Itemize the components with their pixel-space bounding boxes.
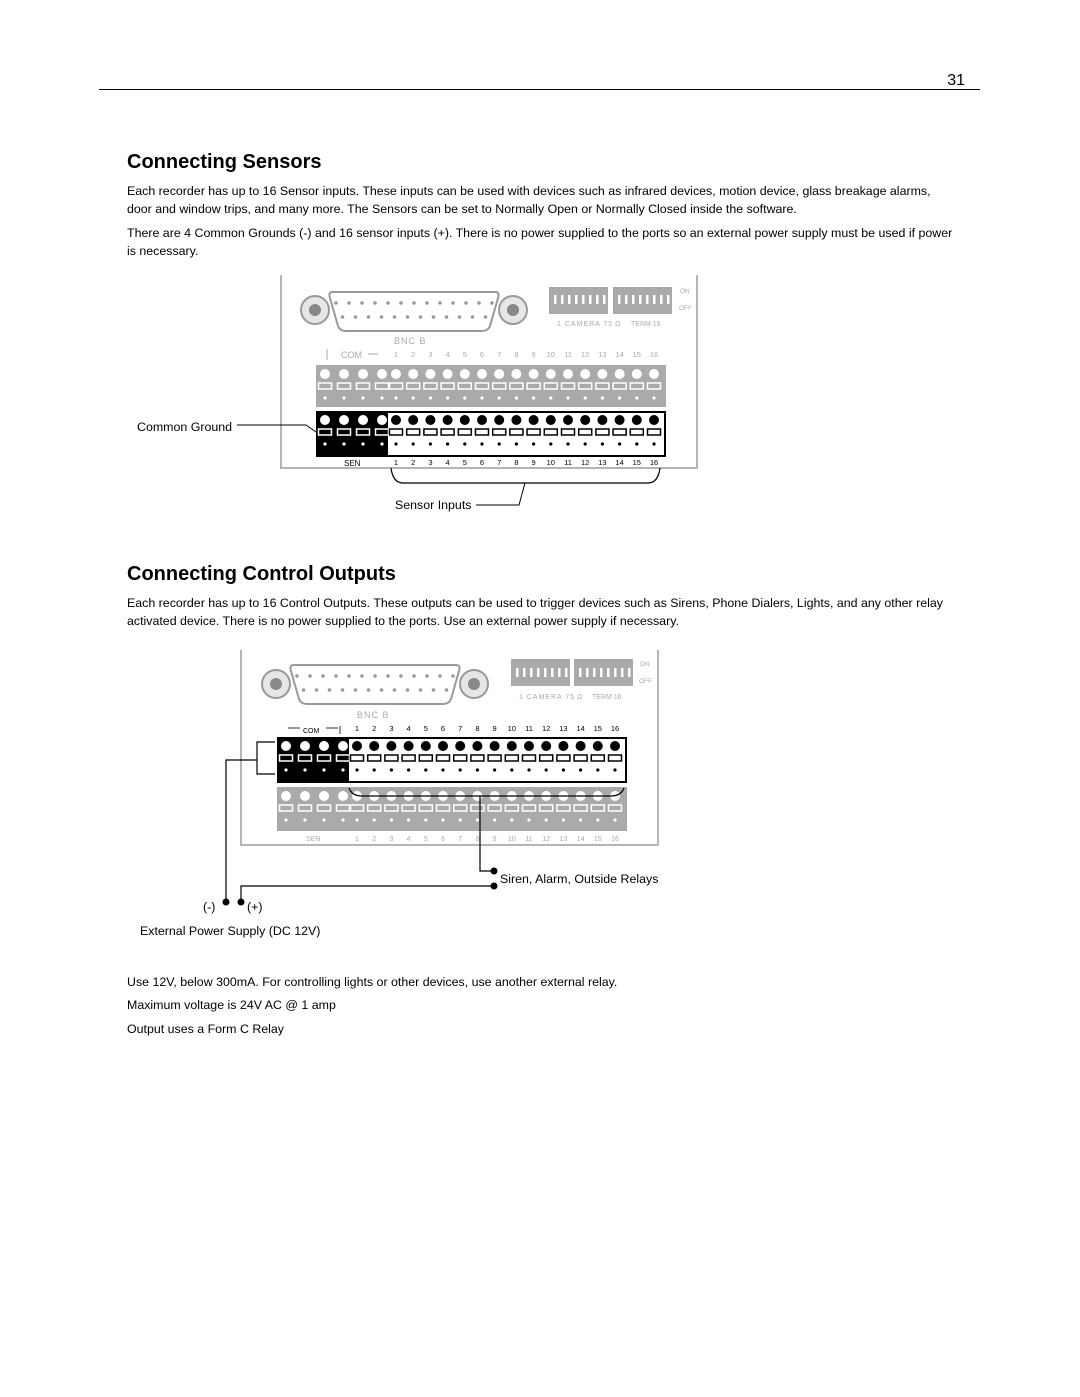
dip-toggle: [537, 668, 540, 677]
port-number: 4: [406, 724, 411, 733]
dip-off-label: OFF: [639, 678, 652, 685]
bnc-label: BNC B: [394, 336, 427, 346]
db25-pin: [419, 688, 423, 692]
db25-pin: [432, 688, 436, 692]
port-number: 2: [372, 724, 377, 733]
terminal-screw: [576, 741, 586, 751]
terminal-clamp: [609, 805, 622, 811]
terminal-clamp: [351, 755, 364, 761]
port-number: 7: [458, 836, 463, 843]
port-number: 5: [462, 458, 467, 467]
terminal-clamp: [437, 805, 450, 811]
dip-toggle: [565, 668, 568, 677]
sensors-paragraph-1: Each recorder has up to 16 Sensor inputs. These inputs can be used with devices such as infrared devices, motion device, glass breakage alarms, door and window trips, and many more. The Sensors can be set to Normally Open or Normally Closed inside the software.: [127, 184, 931, 216]
port-number: 5: [462, 350, 467, 359]
terminal-screw: [541, 741, 551, 751]
terminal-clamp: [419, 755, 432, 761]
terminal-hole: [355, 768, 358, 771]
port-number: 4: [445, 350, 450, 359]
terminal-screw: [558, 741, 568, 751]
sen-label: SEN: [344, 459, 361, 468]
terminal-hole: [562, 768, 565, 771]
terminal-clamp: [523, 805, 536, 811]
port-number: 6: [479, 458, 485, 467]
terminal-hole: [355, 818, 358, 821]
relay-terminal-a: [491, 868, 498, 875]
dip-toggle: [593, 668, 596, 677]
port-number: 3: [428, 350, 433, 359]
dip-toggle: [516, 668, 519, 677]
dip-on-label: ON: [640, 661, 650, 668]
terminal-hole: [373, 818, 376, 821]
terminal-screw: [300, 791, 310, 801]
relay-terminal-b: [491, 883, 498, 890]
port-number: 13: [559, 724, 568, 733]
section-title-outputs: Connecting Control Outputs: [127, 563, 396, 585]
port-number: 7: [497, 350, 502, 359]
dip-toggle: [586, 668, 589, 677]
terminal-hole: [562, 818, 565, 821]
port-number: 8: [514, 458, 519, 467]
terminal-clamp: [368, 805, 381, 811]
terminal-clamp: [351, 805, 364, 811]
terminal-hole: [596, 818, 599, 821]
port-number: 10: [546, 458, 555, 467]
terminal-hole: [441, 768, 444, 771]
com-bracket: [257, 742, 275, 774]
dip-switch-camera: [511, 659, 570, 686]
terminal-hole: [322, 768, 325, 771]
port-number: 12: [542, 724, 551, 733]
camera-label: 1 CAMERA 75: [519, 694, 576, 701]
terminal-hole: [527, 818, 530, 821]
terminal-clamp: [471, 755, 484, 761]
terminal-hole: [545, 818, 548, 821]
terminal-clamp: [523, 755, 536, 761]
com-label: COM: [341, 350, 362, 360]
port-number: 7: [497, 458, 502, 467]
port-number: 3: [389, 836, 394, 843]
port-number-labels: [355, 724, 619, 733]
port-number: 3: [389, 724, 394, 733]
db25-pin: [451, 674, 455, 678]
dip-toggle: [558, 668, 561, 677]
term-label: TERM 16: [592, 694, 622, 701]
db25-pin: [386, 674, 390, 678]
port-number: 8: [475, 836, 480, 843]
terminal-screw: [507, 741, 517, 751]
dip-toggle: [530, 668, 533, 677]
terminal-hole: [613, 768, 616, 771]
terminal-screw: [338, 791, 348, 801]
dip-toggle: [551, 668, 554, 677]
port-number: 2: [372, 836, 377, 843]
terminal-hole: [510, 818, 513, 821]
port-number: 15: [632, 350, 641, 359]
db25-pin: [445, 688, 449, 692]
port-number: 15: [593, 836, 602, 843]
terminal-clamp: [280, 755, 293, 761]
terminal-clamp: [471, 805, 484, 811]
port-number: 2: [411, 350, 416, 359]
dip-toggle: [614, 668, 617, 677]
terminal-clamp: [488, 755, 501, 761]
port-number: 16: [611, 836, 619, 843]
terminal-clamp: [299, 755, 312, 761]
terminal-hole: [424, 768, 427, 771]
terminal-screw: [319, 741, 329, 751]
term-label: TERM 16: [631, 321, 661, 328]
terminal-hole: [303, 768, 306, 771]
terminal-screw: [490, 741, 500, 751]
db25-pin: [360, 674, 364, 678]
terminal-clamp: [402, 805, 415, 811]
db25-pin: [393, 688, 397, 692]
note-form-c-relay: Output uses a Form C Relay: [127, 1022, 285, 1036]
db25-pin: [367, 688, 371, 692]
db25-pin: [412, 674, 416, 678]
terminal-screw: [472, 741, 482, 751]
terminal-hole: [390, 768, 393, 771]
db25-pin: [354, 688, 358, 692]
db25-pin: [302, 688, 306, 692]
terminal-screw: [421, 741, 431, 751]
db25-pin: [425, 674, 429, 678]
db25-shell: [290, 665, 459, 704]
relays-label: Siren, Alarm, Outside Relays: [500, 872, 659, 886]
port-number: 16: [610, 724, 620, 733]
terminal-hole: [596, 768, 599, 771]
power-plus-label: (+): [247, 900, 263, 914]
port-number: 10: [507, 836, 516, 843]
port-number: 3: [428, 458, 433, 467]
port-number: 14: [576, 836, 585, 843]
terminal-clamp: [385, 755, 398, 761]
terminal-screw: [524, 741, 534, 751]
terminal-hole: [441, 818, 444, 821]
port-number: 1: [355, 836, 359, 843]
db25-pin: [438, 674, 442, 678]
dip-toggle: [607, 668, 610, 677]
terminal-clamp: [402, 755, 415, 761]
terminal-hole: [613, 818, 616, 821]
sen-label: SEN: [306, 836, 321, 843]
dip-toggle: [621, 668, 624, 677]
port-number: 6: [440, 724, 446, 733]
port-number: 13: [598, 350, 607, 359]
terminal-hole: [373, 768, 376, 771]
port-number: 9: [492, 724, 497, 733]
port-number: 5: [423, 836, 428, 843]
terminal-hole: [407, 768, 410, 771]
terminal-clamp: [540, 805, 553, 811]
port-number: 1: [393, 350, 399, 359]
terminal-hole: [284, 768, 287, 771]
terminal-hole: [341, 818, 344, 821]
port-number: 9: [531, 350, 536, 359]
terminal-clamp: [337, 805, 350, 811]
common-ground-label: Common Ground: [137, 420, 233, 434]
terminal-hole: [424, 818, 427, 821]
outputs-paragraph-1: Each recorder has up to 16 Control Outputs. These outputs can be used to trigger devices such as Sirens, Phone Dialers, Lights, and any other relay activated device. There is no power supplied to the ports. Use an external power supply if necessary.: [127, 596, 943, 628]
terminal-hole: [493, 768, 496, 771]
terminal-hole: [493, 818, 496, 821]
db25-pin: [295, 674, 299, 678]
port-number: 7: [458, 724, 463, 733]
terminal-clamp: [574, 805, 587, 811]
terminal-clamp: [591, 755, 604, 761]
db25-pin: [328, 688, 332, 692]
terminal-hole: [341, 768, 344, 771]
sensors-paragraph-2: There are 4 Common Grounds (-) and 16 sensor inputs (+). There is no power supplied to the ports so an external power supply must be used if power is necessary.: [127, 226, 953, 258]
port-number: 11: [525, 836, 533, 843]
power-negative-terminal: [223, 899, 230, 906]
ohm-symbol: Ω: [615, 321, 621, 328]
dip-off-label: OFF: [679, 305, 692, 312]
port-number: 14: [576, 724, 585, 733]
port-number: 4: [406, 836, 411, 843]
port-number: 9: [492, 836, 497, 843]
terminal-clamp: [419, 805, 432, 811]
port-number: 10: [546, 350, 555, 359]
terminal-screw: [438, 741, 448, 751]
port-number: 9: [531, 458, 536, 467]
terminal-screw: [386, 741, 396, 751]
terminal-clamp: [505, 755, 518, 761]
terminal-hole: [510, 768, 513, 771]
port-number: 16: [649, 458, 659, 467]
terminal-clamp: [368, 755, 381, 761]
port-number: 4: [445, 458, 450, 467]
port-number: 14: [615, 350, 624, 359]
db25-pin: [373, 674, 377, 678]
terminal-screw: [281, 791, 291, 801]
port-number: 15: [632, 458, 641, 467]
bnc-label: BNC B: [357, 710, 390, 720]
note-voltage-current: Use 12V, below 300mA. For controlling lights or other devices, use another external relay.: [127, 975, 618, 989]
db25-pin: [380, 688, 384, 692]
section-title-sensors: Connecting Sensors: [127, 151, 322, 173]
port-number: 14: [615, 458, 624, 467]
terminal-clamp: [609, 755, 622, 761]
terminal-hole: [579, 768, 582, 771]
terminal-screw: [455, 741, 465, 751]
terminal-hole: [390, 818, 393, 821]
port-number: 1: [354, 724, 360, 733]
terminal-hole: [476, 818, 479, 821]
port-number: 12: [542, 836, 551, 843]
terminal-screw: [300, 741, 310, 751]
terminal-clamp: [318, 805, 331, 811]
terminal-clamp: [488, 805, 501, 811]
terminal-clamp: [540, 755, 553, 761]
dip-switch-term: [574, 659, 633, 686]
terminal-screw: [319, 791, 329, 801]
terminal-clamp: [557, 755, 570, 761]
terminal-screw: [352, 741, 362, 751]
port-number: 6: [441, 836, 445, 843]
terminal-clamp: [299, 805, 312, 811]
terminal-hole: [459, 818, 462, 821]
output-panel: [241, 650, 658, 845]
terminal-clamp: [454, 805, 467, 811]
terminal-hole: [407, 818, 410, 821]
port-number: 1: [393, 458, 399, 467]
terminal-screw: [338, 741, 348, 751]
port-number: 6: [479, 350, 485, 359]
port-number: 12: [581, 350, 590, 359]
terminal-clamp: [557, 805, 570, 811]
db25-pin: [321, 674, 325, 678]
port-number: 11: [564, 458, 572, 467]
positive-wire: [241, 886, 494, 901]
terminal-screw: [369, 741, 379, 751]
terminal-hole: [476, 768, 479, 771]
port-number: 13: [559, 836, 568, 843]
port-number: 5: [423, 724, 428, 733]
port-number: 11: [564, 350, 572, 359]
power-positive-terminal: [238, 899, 245, 906]
db25-pin: [308, 674, 312, 678]
terminal-hole: [322, 818, 325, 821]
port-number: 13: [598, 458, 607, 467]
port-number: 15: [593, 724, 602, 733]
terminal-screw: [610, 741, 620, 751]
terminal-screw: [281, 741, 291, 751]
db25-pin: [341, 688, 345, 692]
terminal-hole: [284, 818, 287, 821]
dip-toggle: [628, 668, 631, 677]
dip-toggle: [544, 668, 547, 677]
terminal-clamp: [505, 805, 518, 811]
terminal-clamp: [385, 805, 398, 811]
sensor-inputs-label: Sensor Inputs: [395, 498, 472, 512]
com-label: COM: [303, 728, 320, 735]
port-number: 8: [514, 350, 519, 359]
terminal-clamp: [318, 755, 331, 761]
page-number: 31: [947, 72, 965, 89]
dip-on-label: ON: [680, 288, 690, 295]
terminal-clamp: [454, 755, 467, 761]
db25-pin: [347, 674, 351, 678]
db25-pin: [315, 688, 319, 692]
db25-pin: [406, 688, 410, 692]
ohm-symbol: Ω: [577, 694, 583, 701]
terminal-hole: [545, 768, 548, 771]
dip-toggle: [579, 668, 582, 677]
dip-toggle: [523, 668, 526, 677]
terminal-clamp: [574, 755, 587, 761]
terminal-hole: [303, 818, 306, 821]
terminal-clamp: [337, 755, 350, 761]
terminal-hole: [459, 768, 462, 771]
terminal-clamp: [280, 805, 293, 811]
sensor-port-labels: [355, 836, 619, 843]
terminal-hole: [527, 768, 530, 771]
note-max-voltage: Maximum voltage is 24V AC @ 1 amp: [127, 998, 336, 1012]
terminal-clamp: [591, 805, 604, 811]
port-number: 2: [411, 458, 416, 467]
external-power-label: External Power Supply (DC 12V): [140, 924, 321, 938]
power-minus-label: (-): [203, 900, 216, 914]
terminal-screw: [404, 741, 414, 751]
port-number: 10: [507, 724, 516, 733]
port-number: 8: [475, 724, 480, 733]
terminal-clamp: [437, 755, 450, 761]
terminal-screw: [593, 741, 603, 751]
db25-pin: [399, 674, 403, 678]
camera-label: 1 CAMERA 75: [557, 321, 614, 328]
port-number: 16: [649, 350, 659, 359]
db25-pin: [334, 674, 338, 678]
port-number: 11: [525, 724, 533, 733]
port-number: 12: [581, 458, 590, 467]
terminal-hole: [579, 818, 582, 821]
dip-toggle: [600, 668, 603, 677]
